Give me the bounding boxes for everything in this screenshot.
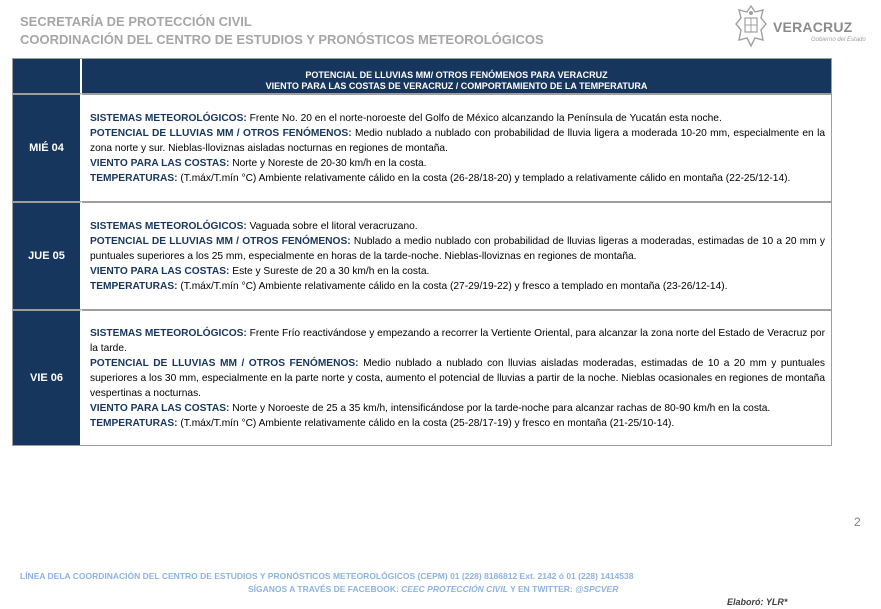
- header-coordination: COORDINACIÓN DEL CENTRO DE ESTUDIOS Y PRONÓSTICOS METEOROLÓGICOS: [20, 32, 544, 47]
- viento-label: VIENTO PARA LAS COSTAS:: [90, 265, 230, 277]
- viento-text: Norte y Noreste de 20-30 km/h en la costa.: [229, 157, 427, 169]
- day-label: VIE 06: [13, 309, 82, 445]
- table-heading-2: VIENTO PARA LAS COSTAS DE VERACRUZ / COMPORTAMIENTO DE LA TEMPERATURA: [265, 80, 648, 91]
- potencial-text: Medio nublado a nublado con lluvias aisladas moderadas, estimadas de 10 a 20 mm y puntuales superiores a los 30 mm, especialmente en la parte norte y costa, aumento el potencial de lluvias a partir de la noche. Nieblas ocasionales en regiones de montaña vespertinas a nocturnas.: [90, 357, 825, 399]
- temperaturas-text: (T.máx/T.mín °C) Ambiente relativamente cálido en la costa (25-28/17-19) y fresco en montaña (21-25/10-14).: [177, 417, 675, 429]
- sistemas-label: SISTEMAS METEOROLÓGICOS:: [90, 220, 247, 232]
- potencial-line: [90, 356, 825, 401]
- temperaturas-line: [90, 279, 825, 294]
- potencial-label: POTENCIAL DE LLUVIAS MM / OTROS FENÓMENOS:: [90, 235, 351, 247]
- sistemas-text: Frente Frío reactivándose y empezando a recorrer la Vertiente Oriental, para alcanzar la zona norte del Estado de Veracruz por la tarde.: [90, 327, 825, 354]
- potencial-line: [90, 234, 825, 264]
- potencial-label: POTENCIAL DE LLUVIAS MM / OTROS FENÓMENOS:: [90, 127, 352, 139]
- page-number: 2: [854, 515, 861, 529]
- day-label: JUE 05: [13, 201, 82, 309]
- facebook-handle[interactable]: CEEC PROTECCIÓN CIVIL: [401, 584, 508, 594]
- sistemas-line: [90, 326, 825, 356]
- logo-name: VERACRUZ: [773, 19, 853, 35]
- header-agency: SECRETARÍA DE PROTECCIÓN CIVIL: [20, 14, 252, 29]
- footer-social-line: [248, 584, 618, 594]
- temperaturas-text: (T.máx/T.mín °C) Ambiente relativamente cálido en la costa (26-28/18-20) y templado a relativamente cálido en montaña (22-25/12-14).: [177, 172, 791, 184]
- temperaturas-text: (T.máx/T.mín °C) Ambiente relativamente cálido en la costa (27-29/19-22) y fresco a templado en montaña (23-26/12-14).: [177, 280, 728, 292]
- logo-subtitle: Gobierno del Estado: [811, 37, 866, 43]
- potencial-label: POTENCIAL DE LLUVIAS MM / OTROS FENÓMENOS:: [90, 357, 359, 369]
- forecast-table: [12, 58, 832, 446]
- viento-label: VIENTO PARA LAS COSTAS:: [90, 157, 230, 169]
- temperaturas-line: [90, 416, 825, 431]
- sistemas-line: [90, 111, 825, 126]
- sistemas-label: SISTEMAS METEOROLÓGICOS:: [90, 112, 247, 124]
- sistemas-text: Frente No. 20 en el norte-noroeste del Golfo de México alcanzando la Península de Yucatán esta noche.: [246, 112, 722, 124]
- viento-line: [90, 401, 825, 416]
- temperaturas-label: TEMPERATURAS:: [90, 280, 178, 292]
- forecast-row: [13, 201, 831, 309]
- viento-line: [90, 156, 825, 171]
- forecast-text: [82, 93, 831, 201]
- forecast-header-row: [13, 59, 831, 93]
- temperaturas-label: TEMPERATURAS:: [90, 172, 178, 184]
- temperaturas-label: TEMPERATURAS:: [90, 417, 178, 429]
- forecast-row: [13, 93, 831, 201]
- temperaturas-line: [90, 171, 825, 186]
- viento-text: Este y Sureste de 20 a 30 km/h en la costa.: [229, 265, 430, 277]
- footer-twitter-prefix: Y EN TWITTER:: [507, 584, 576, 594]
- footer-phone-line: LÍNEA DELA COORDINACIÓN DEL CENTRO DE ESTUDIOS Y PRONÓSTICOS METEOROLÓGICOS (CEPM) 01 (228) 8186812 Ext. 2142 ó 01 (228) 1414538: [20, 571, 634, 581]
- footer-facebook-prefix: SÍGANOS A TRAVÉS DE FACEBOOK:: [248, 584, 402, 594]
- table-heading-1: POTENCIAL DE LLUVIAS MM/ OTROS FENÓMENOS PARA VERACRUZ: [305, 69, 608, 80]
- forecast-row: [13, 309, 831, 445]
- header-title-cell: [82, 59, 831, 93]
- viento-label: VIENTO PARA LAS COSTAS:: [90, 402, 230, 414]
- sistemas-label: SISTEMAS METEOROLÓGICOS:: [90, 327, 247, 339]
- forecast-text: [82, 309, 831, 445]
- state-seal-icon: [733, 4, 769, 48]
- potencial-line: [90, 126, 825, 156]
- viento-line: [90, 264, 825, 279]
- day-label: MIÉ 04: [13, 93, 82, 201]
- veracruz-logo: [733, 4, 866, 48]
- potencial-text: Medio nublado a nublado con probabilidad de lluvia ligera a moderada 10-20 mm, especialmente en la zona norte y sur. Nieblas-lloviznas aisladas nocturnas en regiones de montaña.: [90, 127, 825, 154]
- forecast-text: [82, 201, 831, 309]
- sistemas-line: [90, 219, 825, 234]
- sistemas-text: Vaguada sobre el litoral veracruzano.: [246, 220, 418, 232]
- viento-text: Norte y Noroeste de 25 a 35 km/h, intensificándose por la tarde-noche para alcanzar rachas de 80-90 km/h en la costa.: [229, 402, 771, 414]
- author-initials: Elaboró: YLR*: [727, 597, 788, 607]
- potencial-text: Nublado a medio nublado con probabilidad de lluvias ligeras a moderadas, estimadas de 10 a 20 mm y puntuales superiores a los 25 mm, especialmente en horas de la tarde-noche. Nieblas-lloviznas en regiones de montaña.: [90, 235, 825, 262]
- header-day-cell: [13, 59, 82, 93]
- twitter-handle[interactable]: @SPCVER: [575, 584, 619, 594]
